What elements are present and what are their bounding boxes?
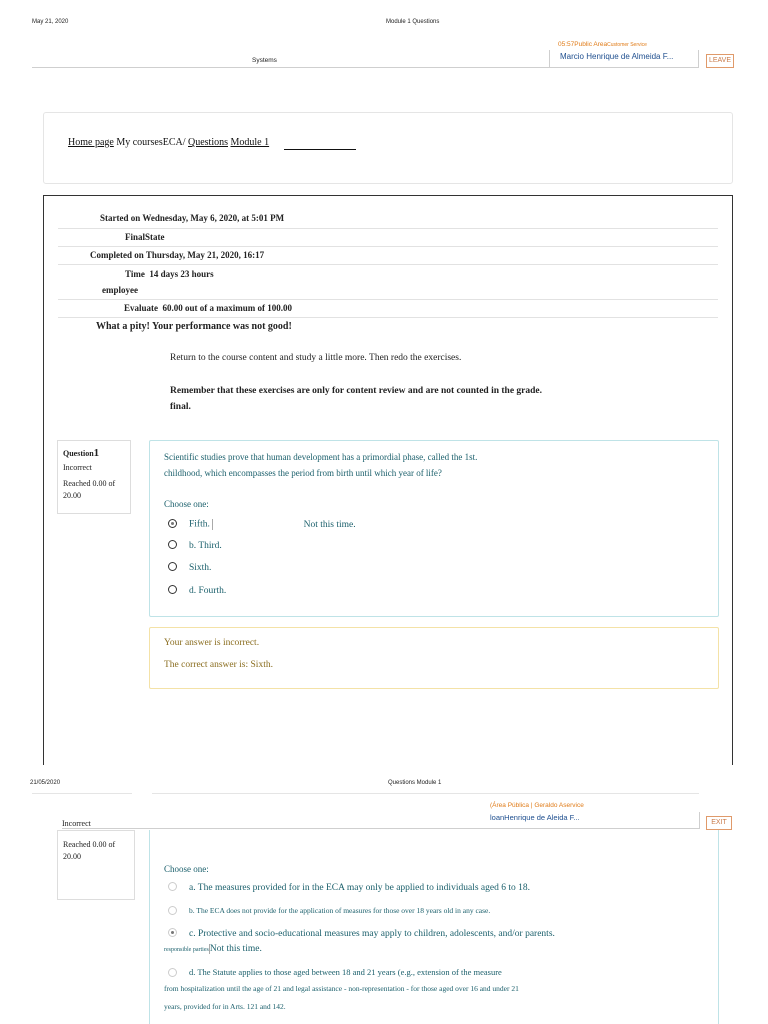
radio-d[interactable]: [168, 585, 177, 594]
time-label: Time: [125, 269, 145, 279]
summary-started: [58, 210, 718, 228]
evaluate-value: 60.00 out of a maximum of 100.00: [162, 303, 293, 313]
feedback-line-1: Return to the course content and study a little more. Then redo the exercises.: [170, 353, 462, 363]
print-date: May 21, 2020: [32, 19, 69, 25]
page2-option-d-line2: from hospitalization until the age of 21 and legal assistance - non-representation - for those aged over 16 and under 21: [164, 984, 519, 993]
page2-radio-d[interactable]: [168, 968, 177, 977]
radio-b[interactable]: [168, 540, 177, 549]
page2-user-name[interactable]: loanHenrique de Aleida F...: [490, 813, 580, 822]
started-value: Wednesday, May 6, 2020, at 5:01 PM: [142, 213, 285, 223]
question-box: [149, 440, 719, 617]
page2-radio-c[interactable]: [168, 928, 177, 937]
option-b[interactable]: [168, 541, 222, 551]
timer-area: [558, 41, 647, 48]
completed-label: Completed on: [90, 250, 144, 260]
exit-button[interactable]: EXIT: [706, 816, 732, 830]
page-break: [0, 765, 768, 775]
header-line: [32, 67, 550, 68]
feedback-line-2: Remember that these exercises are only for content review and are not counted in the grade.: [170, 386, 543, 396]
page2-radio-b[interactable]: [168, 906, 177, 915]
page2-option-c[interactable]: [168, 929, 555, 939]
systems-label: Systems: [252, 57, 277, 64]
breadcrumb-course[interactable]: ECA: [162, 137, 183, 148]
radio-a[interactable]: [168, 519, 177, 528]
question-number: [63, 447, 125, 459]
option-d[interactable]: [168, 586, 226, 596]
breadcrumb-underline: [284, 149, 356, 150]
breadcrumb-module[interactable]: Module 1: [230, 137, 270, 148]
option-b-label: b. Third.: [189, 541, 222, 551]
print-title: Module 1 Questions: [386, 19, 440, 25]
option-a[interactable]: [168, 519, 356, 530]
time-value: 14 days 23 hours: [149, 269, 214, 279]
page2-question-info: [57, 830, 135, 900]
breadcrumb-home[interactable]: Home page: [68, 137, 114, 148]
summary-time: [58, 264, 718, 300]
page2-option-d[interactable]: [168, 967, 502, 978]
correct-answer: The correct answer is: Sixth.: [164, 660, 273, 670]
summary-result: [58, 317, 718, 336]
started-label: Started on: [100, 213, 141, 223]
summary-evaluate: [58, 299, 718, 318]
page2-option-a-label: a. The measures provided for in the ECA may only be applied to individuals aged 6 to 18.: [189, 883, 530, 893]
page2-not-this-time: Not this time.: [209, 944, 262, 955]
page2-header-line: [62, 828, 699, 829]
radio-c[interactable]: [168, 562, 177, 571]
page2-print-title: Questions Module 1: [388, 780, 442, 786]
summary-state: [58, 228, 718, 247]
breadcrumb: Home page My coursesECA/ Questions Module 1: [68, 137, 270, 148]
option-c[interactable]: [168, 563, 211, 573]
employee-label: employee: [102, 285, 138, 295]
result-text: What a pity! Your performance was not good!: [96, 321, 292, 332]
page2-line-top: [152, 793, 699, 794]
page2-option-c-label: c. Protective and socio-educational measures may apply to children, adolescents, and/or parents.: [189, 929, 555, 939]
outcome-box: [149, 627, 719, 689]
user-menu[interactable]: [549, 50, 699, 68]
question-text-2: childhood, which encompasses the period from birth until which year of life?: [164, 468, 442, 478]
page2-area[interactable]: (Área Pública | Geraldo Aservice: [490, 802, 584, 809]
breadcrumb-my-courses[interactable]: My courses: [116, 137, 163, 148]
question-text-1: Scientific studies prove that human development has a primordial phase, called the 1st.: [164, 452, 478, 462]
page2-user-box: [679, 812, 700, 829]
evaluate-label: Evaluate: [124, 303, 159, 313]
choose-one: Choose one:: [164, 499, 209, 509]
answer-incorrect: Your answer is incorrect.: [164, 638, 260, 648]
page2-status: Incorrect: [62, 819, 91, 828]
service-link[interactable]: Customer Service: [607, 42, 647, 48]
not-this-time: Not this time.: [303, 519, 356, 530]
page2-question-box: [149, 830, 719, 1024]
question-score: Reached 0.00 of 20.00: [63, 479, 116, 500]
page2-radio-a[interactable]: [168, 882, 177, 891]
completed-value: Thursday, May 21, 2020, 16:17: [145, 250, 265, 260]
breadcrumb-card: [43, 112, 733, 184]
option-a-label: Fifth.: [189, 519, 210, 530]
cursor-mark: [212, 519, 213, 530]
question-status: Incorrect: [63, 463, 92, 472]
page2-score: Reached 0.00 of 20.00: [63, 840, 116, 861]
option-d-label: d. Fourth.: [189, 586, 227, 596]
state-label: Final: [125, 232, 146, 242]
feedback-line-3: final.: [170, 402, 191, 412]
page2-option-b-label: b. The ECA does not provide for the application of measures for those over 18 years old in any case.: [189, 906, 491, 915]
state-value: State: [145, 232, 165, 242]
leave-button[interactable]: LEAVE: [706, 54, 734, 68]
timer: 05:57Public Area: [558, 41, 608, 48]
page2-option-d-line3: years, provided for in Arts. 121 and 142.: [164, 1002, 286, 1011]
page2-option-c-responsible: responsible parties: [164, 947, 209, 954]
question-num: 1: [93, 447, 100, 459]
question-label: Question: [63, 449, 94, 458]
page2-print-date: 21/05/2020: [30, 780, 61, 786]
page2-line-left: [32, 793, 132, 794]
page2-choose-one: Choose one:: [164, 864, 209, 874]
summary-completed: [58, 246, 718, 265]
question-info: [57, 440, 131, 514]
user-name[interactable]: Marcio Henrique de Almeida F...: [560, 52, 674, 61]
option-c-label: Sixth.: [189, 563, 212, 573]
breadcrumb-section[interactable]: Questions: [188, 137, 228, 148]
page2-option-c-cont: [164, 944, 262, 954]
page2-option-a[interactable]: [168, 883, 530, 893]
page2-option-d-label: d. The Statute applies to those aged between 18 and 21 years (e.g., extension of the measure: [189, 967, 502, 977]
page2-option-b[interactable]: [168, 906, 490, 916]
